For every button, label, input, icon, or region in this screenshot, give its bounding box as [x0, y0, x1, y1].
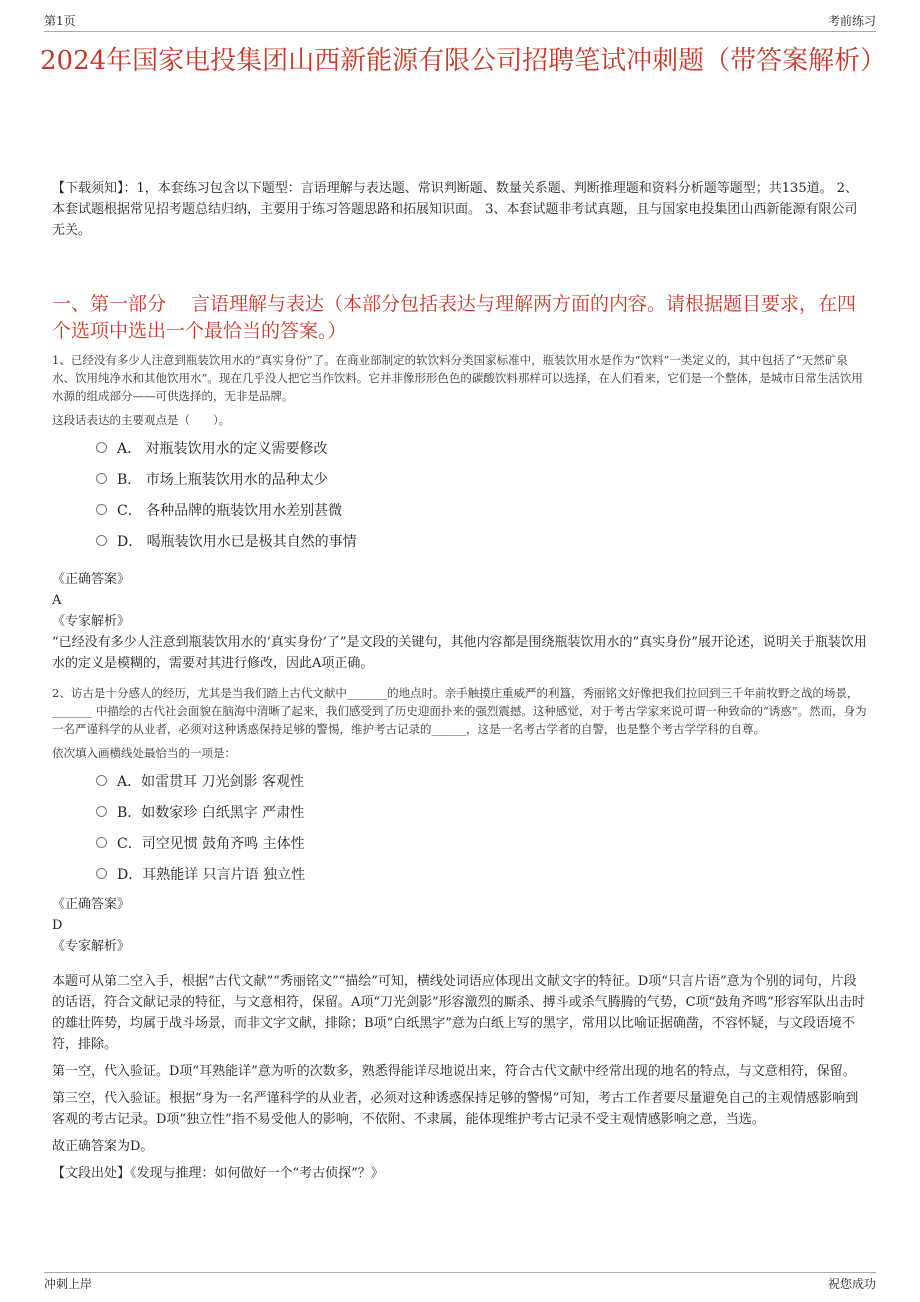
radio-icon: [96, 868, 107, 879]
q2-option[interactable]: A．如雷贯耳 刀光剑影 客观性: [96, 772, 868, 793]
radio-icon: [96, 442, 107, 453]
q1-text: 1、已经没有多少人注意到瓶装饮用水的“真实身份”了。在商业部制定的软饮料分类国家标准中，瓶装饮用水是作为“饮料”一类定义的，其中包括了“天然矿泉水、饮用纯净水和其他饮用水”。现在几乎没人把它当作饮料。它并非像形形色色的碳酸饮料那样可以选择，在人们看来，它们是一个整体，是城市日常生活饮用水源的组成部分——可供选择的，无非是品牌。: [52, 353, 863, 403]
footer-right: 祝您成功: [827, 1277, 876, 1291]
footer-left: 冲刺上岸: [44, 1277, 93, 1291]
q1-option[interactable]: C． 各种品牌的瓶装饮用水差别甚微: [96, 501, 868, 522]
radio-icon: [96, 535, 107, 546]
source: 【文段出处】《发现与推理：如何做好一个“考古侦探”？》: [52, 1166, 384, 1181]
explanation: 第一空，代入验证。D项“耳熟能详”意为听的次数多，熟悉得能详尽地说出来，符合古代文献中经常出现的地名的特点，与文意相符，保留。: [52, 1064, 856, 1079]
page-number: 第1页: [44, 14, 76, 28]
page-header: [44, 12, 876, 32]
conclusion: 故正确答案为D。: [52, 1139, 154, 1154]
explanation: 本题可从第二空入手，根据“古代文献”“秀丽铭文”“描绘”可知，横线处词语应体现出文献文字的特征。D项“只言片语”意为个别的词句，片段的话语，符合文献记录的特征，与文意相符，保留。A项“刀光剑影”形容激烈的厮杀、搏斗或杀气腾腾的气势，C项“鼓角齐鸣”形容军队出击时的雄壮阵势，均属于战斗场景，而非文字文献，排除；B项“白纸黑字”意为白纸上写的黑字，常用以比喻证据确凿，不容怀疑，与文段语境不符，排除。: [52, 974, 865, 1052]
doc-body: [52, 178, 868, 1190]
radio-icon: [96, 837, 107, 848]
q1-option[interactable]: D． 喝瓶装饮用水已是极其自然的事情: [96, 532, 868, 553]
radio-icon: [96, 473, 107, 484]
radio-icon: [96, 806, 107, 817]
answer: D: [52, 918, 63, 933]
explain-key: 《专家解析》: [52, 939, 131, 954]
header-label: 考前练习: [827, 14, 876, 28]
q1-option[interactable]: A． 对瓶装饮用水的定义需要修改: [96, 439, 868, 460]
q2-option[interactable]: B．如数家珍 白纸黑字 严肃性: [96, 803, 868, 824]
section-heading: 一、第一部分 言语理解与表达（本部分包括表达与理解两方面的内容。请根据题目要求，在四个选项中选出一个最恰当的答案。）: [52, 293, 857, 342]
explain-key: 《专家解析》: [52, 614, 131, 629]
radio-icon: [96, 775, 107, 786]
q2-text: 2、访古是十分感人的经历，尤其是当我们踏上古代文献中_______的地点时。亲手触摸庄重威严的利簋，秀丽铭文好像把我们拉回到三千年前牧野之战的场景，_______ 中描绘的古代社会面貌在脑海中清晰了起来，我们感受到了历史迎面扑来的强烈震撼。这种感觉，对于考古学家来说可谓一种致命的“诱惑”。然而，身为一名严谨科学的从业者，必须对这种诱惑保持足够的警惕，维护考古记录的______，这是一名考古学者的自警，也是整个考古学学科的自尊。: [52, 686, 867, 736]
answer-key: 《正确答案》: [52, 572, 131, 587]
q2-option[interactable]: C．司空见惯 鼓角齐鸣 主体性: [96, 834, 868, 855]
q2-option[interactable]: D．耳熟能详 只言片语 独立性: [96, 865, 868, 886]
q1-option[interactable]: B． 市场上瓶装饮用水的品种太少: [96, 470, 868, 491]
q1-ask: 这段话表达的主要观点是（ ）。: [52, 413, 231, 427]
radio-icon: [96, 504, 107, 515]
explanation: “已经没有多少人注意到瓶装饮用水的‘真实身份’了”是文段的关键句，其他内容都是围绕瓶装饮用水的“真实身份”展开论述，说明关于瓶装饮用水的定义是模糊的，需要对其进行修改，因此A项正确。: [52, 635, 867, 671]
answer-key: 《正确答案》: [52, 897, 131, 912]
explanation: 第三空，代入验证。根据“身为一名严谨科学的从业者，必须对这种诱惑保持足够的警惕”可知，考古工作者要尽量避免自己的主观情感影响到客观的考古记录。D项“独立性”指不易受他人的影响，不依附、不隶属，能体现维护考古记录不受主观情感影响之意，当选。: [52, 1091, 859, 1127]
page-footer: [44, 1272, 876, 1292]
notice: 【下载须知】：1，本套练习包含以下题型：言语理解与表达题、常识判断题、数量关系题、判断推理题和资料分析题等题型；共135道。 2、本套试题根据常见招考题总结归纳，主要用于练习答题思路和拓展知识面。 3、本套试题非考试真题，且与国家电投集团山西新能源有限公司无关。: [52, 181, 858, 238]
doc-title: 2024年国家电投集团山西新能源有限公司招聘笔试冲刺题（带答案解析）: [40, 46, 887, 76]
q2-ask: 依次填入画横线处最恰当的一项是：: [52, 746, 236, 760]
answer: A: [52, 593, 62, 608]
